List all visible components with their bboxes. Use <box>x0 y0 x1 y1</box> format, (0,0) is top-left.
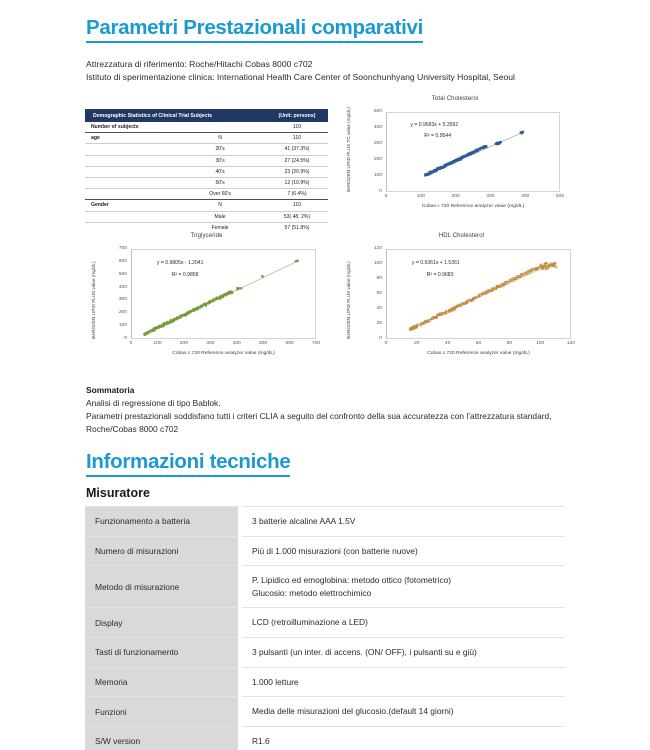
x-axis-tick-label: 0 <box>384 341 388 346</box>
table-row <box>85 189 328 200</box>
spec-value-line: Media delle misurazioni del glucosio.(default 14 giorni) <box>252 706 454 717</box>
demographics-row-label <box>85 211 174 222</box>
spec-value-line: Più di 1.000 misurazioni (con batterie nuove) <box>252 545 418 556</box>
demographics-row-subgroup: Male <box>174 211 266 222</box>
x-axis-tick-label: 80 <box>506 341 513 346</box>
section-title-technical: Informazioni tecniche <box>86 450 290 477</box>
summary-title: Sommatoria <box>86 385 135 395</box>
table-row <box>85 608 565 638</box>
y-axis-tick-label: 300 <box>373 141 382 146</box>
chart-title: Total Cholesterol <box>431 96 479 102</box>
y-axis-tick-label: 120 <box>373 246 382 251</box>
page-title: Parametri Prestazionali comparativi <box>86 16 423 43</box>
demographics-row-label <box>85 155 174 166</box>
demographics-row-value: 27 (24.5%) <box>266 155 328 166</box>
x-axis-tick-label: 200 <box>179 341 188 346</box>
x-axis-tick-label: 60 <box>475 341 482 346</box>
x-axis-tick-label: 400 <box>232 341 241 346</box>
table-row <box>85 144 328 155</box>
spec-key: Tasti di funzionamento <box>85 638 240 668</box>
table-row <box>85 166 328 177</box>
table-row <box>85 507 565 537</box>
x-axis-tick-label: 100 <box>153 341 162 346</box>
r-squared-label: R² = 0.9858 <box>171 272 199 279</box>
x-axis-tick-label: 120 <box>566 341 576 346</box>
x-axis-tick-label: 100 <box>536 341 545 346</box>
table-row <box>85 200 328 211</box>
demographics-row-value: 12 (10.9%) <box>266 177 328 188</box>
specifications-table <box>85 506 565 750</box>
demographics-row-label: Number of subjects <box>85 122 266 133</box>
summary-line-1: Analisi di regressione di tipo Bablok. <box>86 398 221 409</box>
demographics-row-value: 57 (51.8%) <box>266 222 328 233</box>
demographics-row-subgroup: Over 60's <box>174 189 266 200</box>
spec-key: Metodo di misurazione <box>85 566 240 608</box>
y-axis-tick-label: 700 <box>118 246 127 251</box>
y-axis-tick-label: 0 <box>379 336 382 341</box>
summary-block <box>86 384 566 436</box>
demographics-row-value: 110 <box>266 122 328 133</box>
spec-value-line: 1.000 letture <box>252 676 299 687</box>
demographics-row-value: 23 (20.9%) <box>266 166 328 177</box>
spec-key: Numero di misurazioni <box>85 536 240 566</box>
chart-title: HDL Cholesterol <box>438 233 485 239</box>
demographics-row-subgroup: Female <box>174 222 266 233</box>
spec-value-line: 3 pulsanti (un inter. di accens. (ON/ OFF), i pulsanti su e giù) <box>252 647 477 658</box>
y-axis-label: BAROZEN LIPID PLUS TC value (mg/dL) <box>346 107 351 192</box>
y-axis-label: BAROZEN LIPID PLUS value (mg/dL) <box>91 261 96 339</box>
demographics-row-label <box>85 166 174 177</box>
table-header-row <box>85 109 328 122</box>
summary-line-2: Parametri prestazionali soddisfano tutti i criteri CLIA a seguito del confronto della sua accuratezza con l’attrezzatura standard, Roche/Cobas 8000 c702 <box>86 411 552 435</box>
chart-plot-area <box>340 241 583 369</box>
x-axis-tick-label: 100 <box>416 194 425 199</box>
table-row <box>85 667 565 697</box>
table-row <box>85 638 565 668</box>
intro-paragraph <box>86 58 568 84</box>
table-row <box>85 536 565 566</box>
spec-key: Funzionamento a batteria <box>85 507 240 537</box>
demographics-row-subgroup: 30's <box>174 155 266 166</box>
x-axis-tick-label: 400 <box>521 194 530 199</box>
spec-value <box>240 726 565 750</box>
demographics-header-unit: (Unit: persons) <box>266 109 328 122</box>
x-axis-tick-label: 200 <box>451 194 460 199</box>
spec-value-line: R1.6 <box>252 735 270 746</box>
intro-line-clinical-institute: Istituto di sperimentazione clinica: International Health Care Center of Soonchunhyang University Hospital, Seoul <box>86 71 515 82</box>
spec-value <box>240 566 565 608</box>
table-row <box>85 155 328 166</box>
demographics-row-subgroup: 40's <box>174 166 266 177</box>
x-axis-label: Cobas c 720 Reference analyzer value (mg/dL) <box>172 351 275 356</box>
chart-plot-area <box>340 104 570 218</box>
demographics-row-value: 53( 48. 2%) <box>266 211 328 222</box>
spec-value <box>240 608 565 638</box>
spec-value-line: LCD (retroilluminazione a LED) <box>252 617 368 628</box>
y-axis-tick-label: 40 <box>376 306 382 311</box>
x-axis-tick-label: 20 <box>414 341 420 346</box>
spec-value <box>240 667 565 697</box>
y-axis-tick-label: 500 <box>373 109 382 114</box>
chart-title: Triglyceride <box>190 233 223 239</box>
regression-equation: y = 0.9361x + 1.5361 <box>411 259 460 266</box>
y-axis-tick-label: 100 <box>118 323 127 329</box>
x-axis-tick-label: 500 <box>259 341 268 346</box>
demographics-row-value: 110 <box>266 133 328 144</box>
spec-key: Display <box>85 608 240 638</box>
demographics-row-label <box>85 144 174 155</box>
y-axis-tick-label: 100 <box>373 173 382 178</box>
table-row <box>85 133 328 144</box>
x-axis-tick-label: 40 <box>444 341 451 346</box>
r-squared-label: R² = 0.9544 <box>424 132 452 139</box>
regression-equation: y = 0.9583x + 5.3592 <box>410 121 459 128</box>
r-squared-label: R² = 0.9683 <box>426 272 454 279</box>
table-row <box>85 726 565 750</box>
chart-total-cholesterol <box>340 96 570 224</box>
table-row <box>85 177 328 188</box>
spec-value <box>240 638 565 668</box>
subsection-title-meter: Misuratore <box>86 486 150 500</box>
demographics-row-label <box>85 189 174 200</box>
table-row <box>85 122 328 133</box>
y-axis-label: BAROZEN LIPID PLUS value (mg/dL) <box>346 261 351 339</box>
spec-key: S/W version <box>85 726 240 750</box>
y-axis-tick-label: 400 <box>118 284 127 290</box>
x-axis-tick-label: 700 <box>311 341 321 346</box>
spec-value <box>240 536 565 566</box>
table-row <box>85 697 565 727</box>
y-axis-tick-label: 80 <box>376 276 382 281</box>
y-axis-tick-label: 20 <box>376 321 382 326</box>
demographics-row-subgroup: 50's <box>174 177 266 188</box>
demographics-row-label: age <box>85 133 174 144</box>
chart-hdl-cholesterol <box>340 233 583 375</box>
demographics-row-subgroup: N <box>174 133 266 144</box>
y-axis-tick-label: 100 <box>373 261 382 266</box>
table-row <box>85 211 328 222</box>
y-axis-tick-label: 400 <box>373 125 382 130</box>
table-row <box>85 222 328 233</box>
spec-value <box>240 697 565 727</box>
demographics-row-subgroup: N <box>174 200 266 211</box>
subheading-wrap <box>86 484 150 502</box>
demographics-row-value: 7 (6.4%) <box>266 189 328 200</box>
y-axis-tick-label: 200 <box>373 157 382 162</box>
y-axis-tick-label: 500 <box>118 271 127 277</box>
demographics-row-label <box>85 222 174 233</box>
demographics-row-label <box>85 177 174 188</box>
x-axis-label: Cobas c 720 Reference analyzer value (mg/dL) <box>427 351 530 356</box>
regression-equation: y = 0.9805x - 1.2041 <box>156 259 204 266</box>
demographics-header-title: Demographic Statistics of Clinical Trial Subjects <box>85 109 266 122</box>
section-heading-technical <box>86 450 290 477</box>
section-heading-performance <box>86 16 423 43</box>
x-axis-tick-label: 0 <box>129 341 133 346</box>
demographics-table <box>85 109 328 234</box>
y-axis-tick-label: 0 <box>379 189 382 194</box>
table-row <box>85 566 565 608</box>
demographics-row-value: 41 (37.3%) <box>266 144 328 155</box>
y-axis-tick-label: 600 <box>118 258 127 264</box>
chart-triglyceride <box>85 233 328 375</box>
x-axis-tick-label: 600 <box>285 341 294 346</box>
y-axis-tick-label: 0 <box>124 336 127 341</box>
spec-key: Memoria <box>85 667 240 697</box>
demographics-row-subgroup: 20's <box>174 144 266 155</box>
y-axis-tick-label: 60 <box>376 291 382 296</box>
y-axis-tick-label: 200 <box>118 310 127 316</box>
spec-value <box>240 507 565 537</box>
demographics-row-value: 110 <box>266 200 328 211</box>
x-axis-tick-label: 300 <box>486 194 495 199</box>
spec-value-line: 3 batterie alcaline AAA 1.5V <box>252 516 356 526</box>
x-axis-tick-label: 300 <box>206 341 215 346</box>
spec-value-line: P. Lipidico ed emoglobina: metodo ottico (fotometrico) <box>252 575 452 586</box>
y-axis-tick-label: 300 <box>118 297 127 303</box>
demographics-row-label: Gender <box>85 200 174 211</box>
spec-value-line: Glucosio: metodo elettrochimico <box>252 587 372 598</box>
x-axis-tick-label: 500 <box>555 194 565 199</box>
chart-plot-area <box>85 241 328 369</box>
spec-key: Funzioni <box>85 697 240 727</box>
x-axis-label: Cobas c 720 Reference analyzer value (mg/dL) <box>421 204 525 209</box>
x-axis-tick-label: 0 <box>384 194 388 199</box>
intro-line-reference-equipment: Attrezzatura di riferimento: Roche/Hitachi Cobas 8000 c702 <box>86 59 313 69</box>
